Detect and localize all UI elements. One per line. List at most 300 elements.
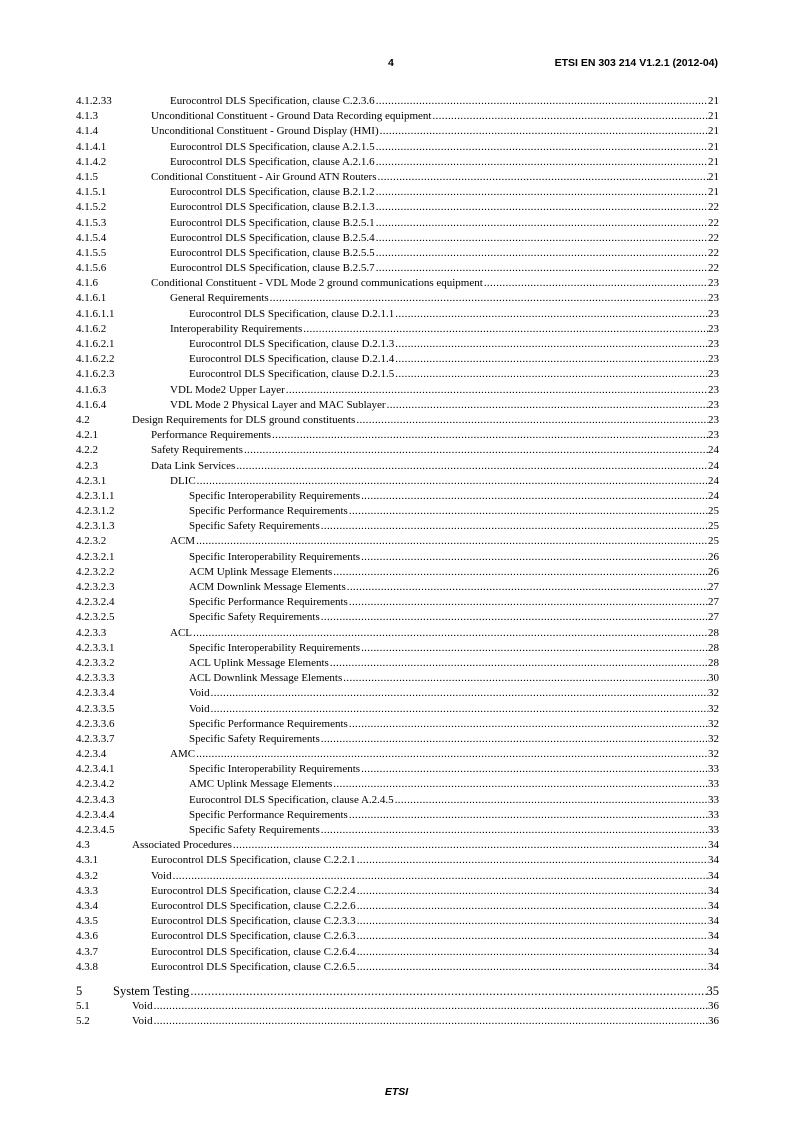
dot-leader bbox=[349, 808, 708, 823]
toc-entry-number: 4.2.3.4.3 bbox=[76, 793, 115, 806]
dot-leader bbox=[236, 459, 708, 474]
dot-leader bbox=[376, 155, 708, 170]
toc-entry-number: 4.3.6 bbox=[76, 930, 98, 943]
toc-entry-number: 4.1.6.2 bbox=[76, 322, 107, 335]
toc-entry-page: 33 bbox=[708, 823, 719, 838]
toc-entry[interactable] bbox=[76, 580, 719, 595]
dot-leader bbox=[395, 307, 708, 322]
toc-entry[interactable] bbox=[76, 550, 719, 565]
toc-entry-number: 4.2.3.4.1 bbox=[76, 763, 115, 776]
toc-entry[interactable] bbox=[76, 626, 719, 641]
toc-entry-title: Specific Safety Requirements bbox=[189, 610, 321, 625]
toc-entry-number: 4.1.5.4 bbox=[76, 231, 107, 244]
dot-leader bbox=[357, 960, 708, 975]
toc-entry-title: Eurocontrol DLS Specification, clause D.2.1.4 bbox=[189, 352, 395, 367]
toc-entry-title: Specific Safety Requirements bbox=[189, 732, 321, 747]
toc-entry-number: 4.3.7 bbox=[76, 945, 98, 958]
toc-entry-number: 4.1.5.5 bbox=[76, 246, 107, 259]
toc-entry-title: AMC bbox=[170, 747, 196, 762]
toc-entry-page: 34 bbox=[708, 929, 719, 944]
toc-entry[interactable] bbox=[76, 367, 719, 382]
dot-leader bbox=[432, 109, 708, 124]
toc-entry[interactable] bbox=[76, 322, 719, 337]
toc-entry-title: Eurocontrol DLS Specification, clause A.2.4.5 bbox=[189, 793, 395, 808]
toc-entry-number: 4.3 bbox=[76, 839, 90, 852]
dot-leader bbox=[154, 999, 708, 1014]
toc-entry[interactable] bbox=[76, 823, 719, 838]
toc-entry-number: 5.2 bbox=[76, 1015, 90, 1028]
dot-leader bbox=[347, 580, 708, 595]
toc-entry-number: 4.2.3.4 bbox=[76, 748, 107, 761]
toc-entry-page: 33 bbox=[708, 793, 719, 808]
toc-entry-title: Void bbox=[132, 1014, 154, 1029]
dot-leader bbox=[395, 367, 708, 382]
toc-entry[interactable] bbox=[76, 519, 719, 534]
toc-entry[interactable] bbox=[76, 337, 719, 352]
toc-entry-page: 33 bbox=[708, 762, 719, 777]
toc-entry-title: DLIC bbox=[170, 474, 197, 489]
toc-entry[interactable] bbox=[76, 838, 719, 853]
toc-entry[interactable] bbox=[76, 999, 719, 1014]
dot-leader bbox=[193, 626, 708, 641]
dot-leader bbox=[233, 838, 708, 853]
table-of-contents bbox=[76, 94, 719, 1029]
toc-entry[interactable] bbox=[76, 853, 719, 868]
toc-entry-page: 34 bbox=[708, 884, 719, 899]
toc-entry-title: Eurocontrol DLS Specification, clause C.2.2.4 bbox=[151, 884, 357, 899]
toc-entry-title: Specific Interoperability Requirements bbox=[189, 762, 361, 777]
dot-leader bbox=[357, 914, 708, 929]
toc-entry-page: 22 bbox=[708, 246, 719, 261]
toc-entry[interactable] bbox=[76, 777, 719, 792]
dot-leader bbox=[270, 291, 708, 306]
toc-entry-title: General Requirements bbox=[170, 291, 270, 306]
toc-entry-page: 22 bbox=[708, 231, 719, 246]
toc-entry-title: System Testing bbox=[113, 983, 190, 998]
toc-entry-page: 28 bbox=[708, 626, 719, 641]
toc-entry[interactable] bbox=[76, 124, 719, 139]
toc-entry[interactable] bbox=[76, 291, 719, 306]
dot-leader bbox=[272, 428, 708, 443]
page-number: 4 bbox=[388, 57, 394, 69]
dot-leader bbox=[357, 929, 708, 944]
toc-entry-title: ACM bbox=[170, 534, 196, 549]
toc-entry-page: 34 bbox=[708, 838, 719, 853]
toc-entry[interactable] bbox=[76, 595, 719, 610]
toc-entry-page: 21 bbox=[708, 109, 719, 124]
toc-entry-page: 23 bbox=[708, 398, 719, 413]
toc-entry-page: 28 bbox=[708, 641, 719, 656]
toc-entry-page: 34 bbox=[708, 960, 719, 975]
dot-leader bbox=[376, 185, 708, 200]
toc-entry-page: 23 bbox=[708, 352, 719, 367]
toc-entry[interactable] bbox=[76, 899, 719, 914]
dot-leader bbox=[190, 983, 706, 999]
toc-entry-page: 33 bbox=[708, 808, 719, 823]
toc-entry[interactable] bbox=[76, 489, 719, 504]
toc-entry-number: 4.2.3 bbox=[76, 459, 98, 472]
toc-entry-page: 22 bbox=[708, 200, 719, 215]
dot-leader bbox=[357, 884, 708, 899]
dot-leader bbox=[395, 793, 708, 808]
dot-leader bbox=[361, 550, 708, 565]
toc-entry[interactable] bbox=[76, 94, 719, 109]
toc-entry[interactable] bbox=[76, 352, 719, 367]
toc-entry-number: 4.2.3.1.2 bbox=[76, 505, 115, 518]
toc-entry-number: 4.2.3.4.5 bbox=[76, 824, 115, 836]
toc-entry-title: Conditional Constituent - Air Ground ATN Routers bbox=[151, 170, 378, 185]
toc-entry-number: 4.1.4.1 bbox=[76, 140, 107, 153]
toc-entry-number: 4.2.3.1.1 bbox=[76, 489, 115, 502]
toc-entry-title: Eurocontrol DLS Specification, clause D.2.1.5 bbox=[189, 367, 395, 382]
document-id: ETSI EN 303 214 V1.2.1 (2012-04) bbox=[554, 57, 718, 69]
toc-entry-title: ACL Uplink Message Elements bbox=[189, 656, 330, 671]
dot-leader bbox=[349, 595, 708, 610]
toc-entry-page: 32 bbox=[708, 686, 719, 701]
toc-entry-number: 4.2.3.2.2 bbox=[76, 565, 115, 578]
dot-leader bbox=[376, 140, 708, 155]
dot-leader bbox=[361, 489, 708, 504]
toc-entry-number: 4.2.3.3 bbox=[76, 626, 107, 639]
toc-entry-title: AMC Uplink Message Elements bbox=[189, 777, 333, 792]
dot-leader bbox=[196, 534, 708, 549]
dot-leader bbox=[484, 276, 708, 291]
toc-entry-page: 23 bbox=[708, 276, 719, 291]
toc-entry-number: 4.2.3.3.5 bbox=[76, 702, 115, 715]
dot-leader bbox=[376, 200, 708, 215]
toc-entry-page: 34 bbox=[708, 853, 719, 868]
toc-entry-number: 4.2.3.1 bbox=[76, 474, 107, 487]
toc-entry-number: 4.2.3.4.4 bbox=[76, 808, 115, 821]
toc-entry-page: 23 bbox=[708, 337, 719, 352]
toc-entry[interactable] bbox=[76, 216, 719, 231]
toc-entry-number: 4.1.6.2.1 bbox=[76, 338, 115, 350]
toc-entry-number: 4.1.2.33 bbox=[76, 95, 112, 107]
toc-entry-title: Eurocontrol DLS Specification, clause B.2.5.1 bbox=[170, 216, 376, 231]
toc-entry-number: 4.1.6.2.3 bbox=[76, 368, 115, 381]
dot-leader bbox=[376, 231, 708, 246]
toc-entry-title: Interoperability Requirements bbox=[170, 322, 303, 337]
toc-entry[interactable] bbox=[76, 656, 719, 671]
toc-entry-title: Eurocontrol DLS Specification, clause C.2.6.3 bbox=[151, 929, 357, 944]
toc-entry-title: Unconditional Constituent - Ground Display (HMI) bbox=[151, 124, 380, 139]
toc-entry-page: 22 bbox=[708, 261, 719, 276]
toc-entry-page: 21 bbox=[708, 170, 719, 185]
toc-entry-page: 21 bbox=[708, 155, 719, 170]
dot-leader bbox=[376, 216, 708, 231]
toc-entry[interactable] bbox=[76, 641, 719, 656]
toc-entry[interactable] bbox=[76, 200, 719, 215]
dot-leader bbox=[211, 702, 708, 717]
toc-entry-title: Specific Safety Requirements bbox=[189, 823, 321, 838]
toc-entry-title: Eurocontrol DLS Specification, clause A.2.1.6 bbox=[170, 155, 376, 170]
toc-entry[interactable] bbox=[76, 170, 719, 185]
toc-entry[interactable] bbox=[76, 276, 719, 291]
dot-leader bbox=[196, 747, 708, 762]
toc-entry-title: ACL Downlink Message Elements bbox=[189, 671, 343, 686]
toc-entry-title: Eurocontrol DLS Specification, clause B.2.1.3 bbox=[170, 200, 376, 215]
toc-entry-page: 27 bbox=[708, 595, 719, 610]
toc-entry-number: 4.2.3.4.2 bbox=[76, 778, 115, 791]
toc-entry-number: 4.3.1 bbox=[76, 854, 98, 867]
toc-entry-page: 21 bbox=[708, 140, 719, 155]
toc-entry-page: 28 bbox=[708, 656, 719, 671]
dot-leader bbox=[321, 610, 708, 625]
toc-entry[interactable] bbox=[76, 428, 719, 443]
toc-entry-title: Eurocontrol DLS Specification, clause B.2.5.4 bbox=[170, 231, 376, 246]
toc-entry-number: 4.2.3.2.5 bbox=[76, 611, 115, 624]
toc-entry-title: ACL bbox=[170, 626, 193, 641]
toc-entry-title: Void bbox=[189, 686, 211, 701]
toc-entry[interactable] bbox=[76, 185, 719, 200]
dot-leader bbox=[361, 641, 708, 656]
dot-leader bbox=[376, 94, 708, 109]
toc-entry-page: 27 bbox=[708, 580, 719, 595]
toc-entry-number: 4.1.6.1.1 bbox=[76, 307, 115, 320]
toc-entry-number: 4.1.6.4 bbox=[76, 398, 107, 411]
dot-leader bbox=[286, 383, 708, 398]
toc-entry-page: 24 bbox=[708, 459, 719, 474]
toc-entry[interactable] bbox=[76, 261, 719, 276]
toc-entry-page: 36 bbox=[708, 1014, 719, 1029]
toc-entry-number: 4.2.2 bbox=[76, 444, 98, 457]
toc-entry[interactable] bbox=[76, 1014, 719, 1029]
toc-entry-title: Eurocontrol DLS Specification, clause B.2.1.2 bbox=[170, 185, 376, 200]
toc-entry[interactable] bbox=[76, 459, 719, 474]
toc-entry-number: 4.3.3 bbox=[76, 884, 98, 897]
dot-leader bbox=[321, 732, 708, 747]
dot-leader bbox=[244, 443, 708, 458]
dot-leader bbox=[349, 504, 708, 519]
toc-entry[interactable] bbox=[76, 983, 719, 999]
toc-entry-title: Specific Performance Requirements bbox=[189, 808, 349, 823]
toc-entry-number: 4.1.5.1 bbox=[76, 186, 107, 199]
toc-entry-page: 35 bbox=[706, 983, 719, 998]
toc-entry-number: 4.1.5.6 bbox=[76, 262, 107, 275]
toc-entry-title: Associated Procedures bbox=[132, 838, 233, 853]
toc-entry-title: VDL Mode2 Upper Layer bbox=[170, 383, 286, 398]
toc-entry-title: Specific Performance Requirements bbox=[189, 595, 349, 610]
toc-entry[interactable] bbox=[76, 808, 719, 823]
footer-label: ETSI bbox=[384, 1086, 409, 1098]
toc-entry-number: 4.3.5 bbox=[76, 915, 98, 928]
toc-entry[interactable] bbox=[76, 960, 719, 975]
toc-entry-page: 33 bbox=[708, 777, 719, 792]
dot-leader bbox=[361, 762, 708, 777]
toc-entry-page: 26 bbox=[708, 565, 719, 580]
toc-entry[interactable] bbox=[76, 702, 719, 717]
toc-entry-number: 4.2.3.2.1 bbox=[76, 550, 115, 563]
toc-entry-number: 4.3.2 bbox=[76, 869, 98, 882]
toc-entry-number: 4.2.3.3.2 bbox=[76, 656, 115, 669]
toc-entry[interactable] bbox=[76, 534, 719, 549]
dot-leader bbox=[376, 261, 708, 276]
toc-entry-number: 4.2.3.3.1 bbox=[76, 641, 115, 654]
toc-entry-page: 23 bbox=[708, 383, 719, 398]
toc-entry-title: ACM Uplink Message Elements bbox=[189, 565, 333, 580]
toc-entry-title: Safety Requirements bbox=[151, 443, 244, 458]
toc-entry-page: 25 bbox=[708, 534, 719, 549]
toc-entry-title: Eurocontrol DLS Specification, clause A.2.1.5 bbox=[170, 140, 376, 155]
toc-entry-page: 34 bbox=[708, 869, 719, 884]
toc-entry-title: Eurocontrol DLS Specification, clause D.2.1.3 bbox=[189, 337, 395, 352]
toc-entry[interactable] bbox=[76, 671, 719, 686]
toc-entry-number: 4.2.3.3.3 bbox=[76, 672, 115, 685]
toc-entry-title: Specific Performance Requirements bbox=[189, 504, 349, 519]
toc-entry-page: 23 bbox=[708, 413, 719, 428]
toc-entry-page: 34 bbox=[708, 899, 719, 914]
toc-entry-number: 4.1.6.3 bbox=[76, 383, 107, 396]
dot-leader bbox=[395, 337, 708, 352]
toc-entry-title: Specific Performance Requirements bbox=[189, 717, 349, 732]
dot-leader bbox=[380, 124, 708, 139]
dot-leader bbox=[387, 398, 708, 413]
dot-leader bbox=[343, 671, 708, 686]
toc-entry-page: 32 bbox=[708, 717, 719, 732]
toc-entry[interactable] bbox=[76, 443, 719, 458]
toc-entry-number: 4.2.3.2 bbox=[76, 535, 107, 548]
dot-leader bbox=[357, 853, 708, 868]
toc-entry-title: VDL Mode 2 Physical Layer and MAC Sublayer bbox=[170, 398, 387, 413]
toc-entry-number: 4.2 bbox=[76, 413, 90, 426]
toc-entry-number: 4.2.3.3.7 bbox=[76, 732, 115, 745]
toc-entry-number: 4.2.3.3.4 bbox=[76, 687, 115, 700]
toc-entry-title: Design Requirements for DLS ground constituents bbox=[132, 413, 356, 428]
toc-entry[interactable] bbox=[76, 762, 719, 777]
toc-entry[interactable] bbox=[76, 747, 719, 762]
dot-leader bbox=[330, 656, 708, 671]
toc-entry[interactable] bbox=[76, 884, 719, 899]
toc-entry[interactable] bbox=[76, 109, 719, 124]
toc-entry-number: 4.2.3.1.3 bbox=[76, 520, 115, 533]
toc-entry-title: Void bbox=[132, 999, 154, 1014]
toc-entry[interactable] bbox=[76, 929, 719, 944]
dot-leader bbox=[349, 717, 708, 732]
toc-entry-number: 4.2.3.3.6 bbox=[76, 717, 115, 730]
toc-entry-page: 32 bbox=[708, 702, 719, 717]
dot-leader bbox=[321, 823, 708, 838]
toc-entry-number: 4.1.5.2 bbox=[76, 201, 107, 214]
toc-entry-page: 34 bbox=[708, 914, 719, 929]
toc-entry[interactable] bbox=[76, 307, 719, 322]
toc-entry-page: 24 bbox=[708, 489, 719, 504]
toc-entry-page: 21 bbox=[708, 94, 719, 109]
toc-entry-title: Specific Interoperability Requirements bbox=[189, 489, 361, 504]
dot-leader bbox=[211, 686, 708, 701]
toc-entry[interactable] bbox=[76, 231, 719, 246]
toc-entry-number: 4.2.3.2.4 bbox=[76, 596, 115, 609]
toc-entry-page: 25 bbox=[708, 519, 719, 534]
dot-leader bbox=[378, 170, 709, 185]
toc-entry-page: 30 bbox=[708, 671, 719, 686]
toc-entry-title: Void bbox=[189, 702, 211, 717]
dot-leader bbox=[395, 352, 708, 367]
dot-leader bbox=[197, 474, 708, 489]
toc-entry[interactable] bbox=[76, 140, 719, 155]
toc-entry[interactable] bbox=[76, 793, 719, 808]
toc-entry[interactable] bbox=[76, 155, 719, 170]
toc-entry[interactable] bbox=[76, 474, 719, 489]
toc-entry-page: 32 bbox=[708, 747, 719, 762]
toc-entry-number: 4.3.4 bbox=[76, 899, 98, 912]
toc-entry-title: Eurocontrol DLS Specification, clause B.2.5.5 bbox=[170, 246, 376, 261]
toc-entry-number: 4.1.4.2 bbox=[76, 155, 107, 168]
dot-leader bbox=[357, 899, 708, 914]
toc-entry-title: Performance Requirements bbox=[151, 428, 272, 443]
toc-entry-number: 5.1 bbox=[76, 999, 90, 1012]
toc-entry-page: 23 bbox=[708, 428, 719, 443]
toc-entry-title: Data Link Services bbox=[151, 459, 236, 474]
toc-entry-title: Eurocontrol DLS Specification, clause C.2.6.4 bbox=[151, 945, 357, 960]
dot-leader bbox=[357, 945, 708, 960]
toc-entry-number: 4.2.3.2.3 bbox=[76, 581, 115, 593]
toc-entry-number: 4.1.5 bbox=[76, 170, 98, 183]
toc-entry[interactable] bbox=[76, 686, 719, 701]
toc-entry-number: 4.1.6.2.2 bbox=[76, 353, 115, 366]
toc-entry[interactable] bbox=[76, 398, 719, 413]
toc-entry[interactable] bbox=[76, 945, 719, 960]
toc-entry-number: 4.1.5.3 bbox=[76, 216, 107, 229]
toc-entry-page: 23 bbox=[708, 322, 719, 337]
toc-entry-title: Eurocontrol DLS Specification, clause C.2.2.1 bbox=[151, 853, 357, 868]
toc-entry-number: 4.1.6 bbox=[76, 277, 98, 290]
dot-leader bbox=[333, 565, 708, 580]
toc-entry-page: 32 bbox=[708, 732, 719, 747]
dot-leader bbox=[303, 322, 708, 337]
toc-entry-number: 4.1.4 bbox=[76, 125, 98, 138]
toc-entry-page: 22 bbox=[708, 216, 719, 231]
toc-entry-page: 21 bbox=[708, 185, 719, 200]
toc-entry-number: 4.1.3 bbox=[76, 110, 98, 123]
toc-entry[interactable] bbox=[76, 413, 719, 428]
toc-entry[interactable] bbox=[76, 565, 719, 580]
toc-entry[interactable] bbox=[76, 869, 719, 884]
toc-entry-number: 4.2.1 bbox=[76, 429, 98, 442]
toc-entry-page: 24 bbox=[708, 474, 719, 489]
toc-entry-title: Void bbox=[151, 869, 173, 884]
toc-entry-title: Eurocontrol DLS Specification, clause B.2.5.7 bbox=[170, 261, 376, 276]
toc-entry-page: 26 bbox=[708, 550, 719, 565]
toc-entry[interactable] bbox=[76, 610, 719, 625]
dot-leader bbox=[321, 519, 708, 534]
toc-entry[interactable] bbox=[76, 732, 719, 747]
toc-entry[interactable] bbox=[76, 914, 719, 929]
toc-entry[interactable] bbox=[76, 504, 719, 519]
dot-leader bbox=[356, 413, 708, 428]
toc-entry-page: 25 bbox=[708, 504, 719, 519]
toc-entry-number: 4.3.8 bbox=[76, 960, 98, 973]
toc-entry[interactable] bbox=[76, 246, 719, 261]
toc-entry-title: Specific Safety Requirements bbox=[189, 519, 321, 534]
toc-entry-page: 36 bbox=[708, 999, 719, 1014]
dot-leader bbox=[154, 1014, 708, 1029]
toc-entry-title: Conditional Constituent - VDL Mode 2 ground communications equipment bbox=[151, 276, 484, 291]
toc-entry-title: Unconditional Constituent - Ground Data Recording equipment bbox=[151, 109, 432, 124]
toc-entry-title: Eurocontrol DLS Specification, clause C.2.3.6 bbox=[170, 94, 376, 109]
toc-entry-title: ACM Downlink Message Elements bbox=[189, 580, 347, 595]
dot-leader bbox=[333, 777, 708, 792]
toc-entry-title: Eurocontrol DLS Specification, clause C.2.6.5 bbox=[151, 960, 357, 975]
toc-entry[interactable] bbox=[76, 717, 719, 732]
dot-leader bbox=[173, 869, 708, 884]
toc-entry-page: 23 bbox=[708, 307, 719, 322]
toc-entry[interactable] bbox=[76, 383, 719, 398]
toc-entry-page: 23 bbox=[708, 291, 719, 306]
toc-entry-page: 24 bbox=[708, 443, 719, 458]
toc-entry-title: Specific Interoperability Requirements bbox=[189, 550, 361, 565]
toc-entry-page: 27 bbox=[708, 610, 719, 625]
dot-leader bbox=[376, 246, 708, 261]
